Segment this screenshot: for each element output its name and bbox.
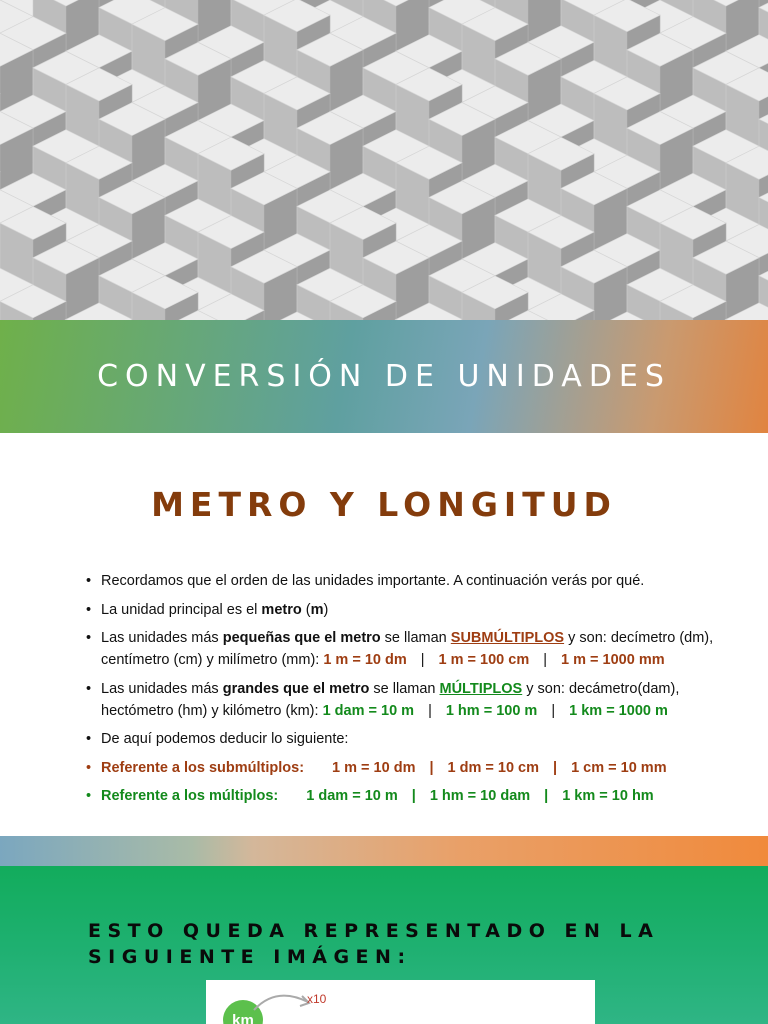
bullet-item: • Recordamos que el orden de las unidades importante. A continuación verás por qué. <box>86 570 716 592</box>
bullet-item: • La unidad principal es el metro (m) <box>86 599 716 621</box>
cubes-illustration <box>0 0 768 320</box>
hero-cubes-image <box>0 0 768 320</box>
slide-heading: ESTO QUEDA REPRESENTADO EN LA SIGUIENTE IMÁGEN: <box>88 920 660 968</box>
bullet-item: • Las unidades más pequeñas que el metro se llaman SUBMÚLTIPLOS y son: decímetro (dm), centímetro (cm) y milímetro (mm): 1 m = 10 dm | 1 m = 100 cm | 1 m = 1000 mm <box>86 627 716 671</box>
slide-heading: METRO Y LONGITUD <box>151 485 617 524</box>
conversion-diagram-preview <box>206 980 595 1024</box>
km-unit-circle: km <box>223 1000 263 1024</box>
bullet-item-submultiplos: • Referente a los submúltiplos: 1 m = 10 dm | 1 dm = 10 cm | 1 cm = 10 mm <box>86 757 716 779</box>
submultiplos-link[interactable]: SUBMÚLTIPLOS <box>450 630 565 646</box>
multiplos-link[interactable]: MÚLTIPLOS <box>439 680 523 697</box>
title-band <box>0 320 768 433</box>
slide-title: CONVERSIÓN DE UNIDADES <box>97 359 671 394</box>
bullet-item: • De aquí podemos deducir lo siguiente: <box>86 728 716 750</box>
slide-divider <box>0 836 768 866</box>
factor-label: x10 <box>307 992 327 1006</box>
bullet-item: • Las unidades más grandes que el metro se llaman MÚLTIPLOS y son: decámetro(dam), hectómetro (hm) y kilómetro (km): 1 dam = 10 m | 1 hm = 100 m | 1 km = 1000 m <box>86 678 716 722</box>
slide-representacion <box>0 866 768 1024</box>
bullet-item-multiplos: • Referente a los múltiplos: 1 dam = 10 m | 1 hm = 10 dam | 1 km = 10 hm <box>86 785 716 807</box>
bullet-list <box>86 570 716 814</box>
slide-metro-longitud <box>0 433 768 836</box>
